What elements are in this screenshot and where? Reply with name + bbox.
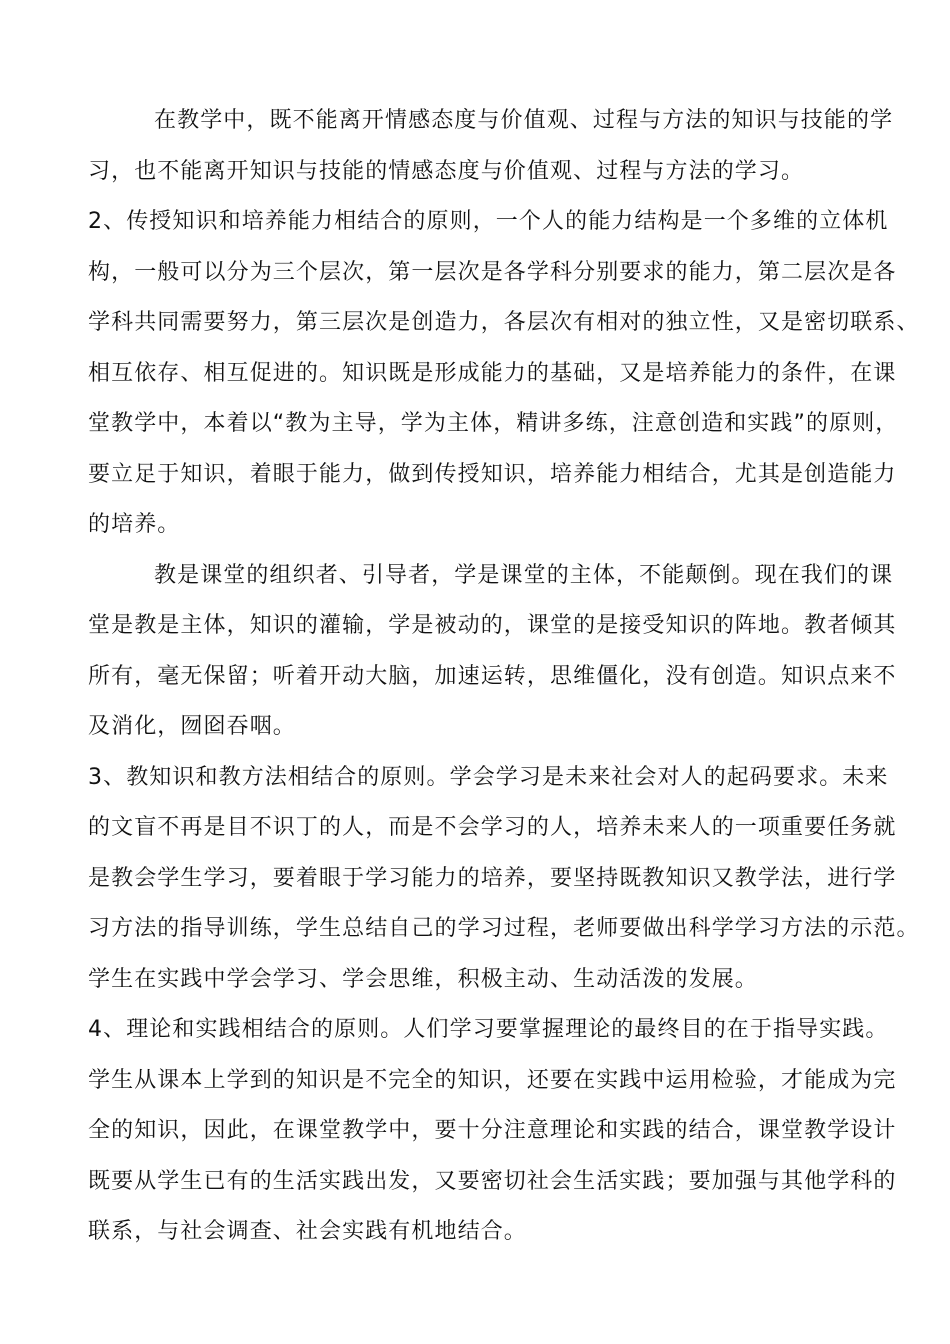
- text-line: 在教学中，既不能离开情感态度与价值观、过程与方法的知识与技能的学: [154, 108, 894, 133]
- paragraph-4: [88, 753, 920, 1006]
- text-line: 的文盲不再是目不识丁的人，而是不会学习的人，培养未来人的一项重要任务就: [88, 815, 897, 840]
- text-line: 是教会学生学习，要着眼于学习能力的培养，要坚持既教知识又教学法，进行学: [88, 865, 897, 891]
- paragraph-5: [88, 1005, 897, 1258]
- text-line: 学生在实践中学会学习、学会思维，积极主动、生动活泼的发展。: [88, 966, 758, 992]
- text-line: 习，也不能离开知识与技能的情感态度与价值观、过程与方法的学习。: [88, 158, 805, 184]
- text-line: 所有，毫无保留；听着开动大脑，加速运转，思维僵化，没有创造。知识点来不: [88, 663, 897, 689]
- text-line: 构，一般可以分为三个层次，第一层次是各学科分别要求的能力，第二层次是各: [88, 259, 897, 285]
- text-line: 联系，与社会调查、社会实践有机地结合。: [88, 1219, 527, 1244]
- paragraph-1: [88, 96, 894, 197]
- text-line: 学科共同需要努力，第三层次是创造力，各层次有相对的独立性，又是密切联系、: [88, 310, 920, 335]
- text-line: 要立足于知识，着眼于能力，做到传授知识，培养能力相结合，尤其是创造能力: [88, 461, 897, 487]
- text-line: 的培养。: [88, 512, 181, 537]
- text-line: 全的知识，因此，在课堂教学中，要十分注意理论和实践的结合，课堂教学设计: [88, 1118, 897, 1143]
- text-line: 2、传授知识和培养能力相结合的原则，一个人的能力结构是一个多维的立体机: [88, 209, 889, 234]
- text-line: 习方法的指导训练，学生总结自己的学习过程，老师要做出科学学习方法的示范。: [88, 916, 920, 941]
- text-line: 及消化，囫囵吞咽。: [88, 714, 296, 739]
- text-line: 相互依存、相互促进的。知识既是形成能力的基础，又是培养能力的条件，在课: [88, 360, 897, 386]
- text-line: 堂是教是主体，知识的灌输，学是被动的，课堂的是接受知识的阵地。教者倾其: [88, 613, 897, 638]
- text-line: 学生从课本上学到的知识是不完全的知识，还要在实践中运用检验，才能成为完: [88, 1067, 897, 1093]
- document-page: [88, 96, 920, 1258]
- text-line: 4、理论和实践相结合的原则。人们学习要掌握理论的最终目的在于指导实践。: [88, 1017, 889, 1042]
- text-line: 3、教知识和教方法相结合的原则。学会学习是未来社会对人的起码要求。未来: [88, 764, 889, 790]
- text-line: 教是课堂的组织者、引导者，学是课堂的主体，不能颠倒。现在我们的课: [154, 562, 894, 588]
- text-line: 堂教学中，本着以“教为主导，学为主体，精讲多练，注意创造和实践”的原则，: [88, 411, 899, 436]
- text-line: 既要从学生已有的生活实践出发，又要密切社会生活实践；要加强与其他学科的: [88, 1168, 897, 1194]
- paragraph-3: [88, 551, 897, 753]
- paragraph-2: [88, 197, 920, 551]
